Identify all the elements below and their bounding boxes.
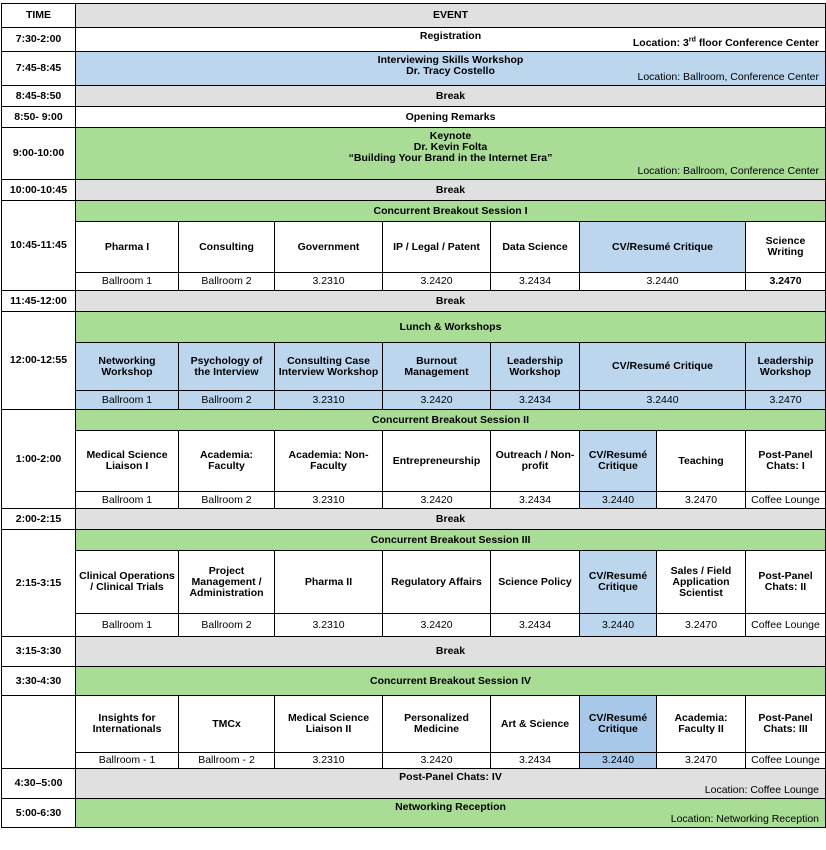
chats-title: Post-Panel Chats: IV: [399, 771, 502, 783]
session-name: Regulatory Affairs: [383, 551, 491, 614]
session-name: Project Management / Administration: [179, 551, 275, 614]
session-name: Entrepreneurship: [383, 431, 491, 492]
room-cell: 3.2440: [580, 753, 657, 769]
time-cell: 10:45-11:45: [2, 201, 76, 291]
session-name: Medical Science Liaison I: [76, 431, 179, 492]
session-name: Science Policy: [491, 551, 580, 614]
registration-row: [2, 28, 826, 52]
registration-location: Location: 3rd floor Conference Center: [632, 36, 820, 49]
time-cell: 12:00-12:55: [2, 312, 76, 410]
session-name: Personalized Medicine: [383, 696, 491, 753]
break-row: [2, 86, 826, 107]
session-title-row: [2, 201, 826, 222]
room-cell: Ballroom - 2: [179, 753, 275, 769]
interviewing-row: [2, 52, 826, 86]
time-cell: 4:30–5:00: [2, 769, 76, 799]
header-row: [2, 4, 826, 28]
chats-cell: [76, 769, 826, 799]
session-name: Government: [275, 222, 383, 273]
room-cell: 3.2420: [383, 273, 491, 291]
room-cell: 3.2310: [275, 614, 383, 637]
break-cell: Break: [76, 509, 826, 530]
time-cell: 5:00-6:30: [2, 799, 76, 828]
room-cell: 3.2434: [491, 391, 580, 410]
room-cell: Ballroom 1: [76, 614, 179, 637]
room-cell: 3.2310: [275, 391, 383, 410]
session-name: CV/Resumé Critique: [580, 696, 657, 753]
room-cell: Ballroom 1: [76, 273, 179, 291]
room-cell: 3.2434: [491, 614, 580, 637]
session-title-row: [2, 530, 826, 551]
session-title-row: [2, 410, 826, 431]
break-row: [2, 291, 826, 312]
agenda-table: [1, 3, 826, 828]
time-cell: 8:50- 9:00: [2, 107, 76, 128]
time-cell: 2:15-3:15: [2, 530, 76, 637]
registration-title: Registration: [419, 30, 482, 42]
session-name: Sales / Field Application Scientist: [657, 551, 746, 614]
session-name: Leadership Workshop: [491, 343, 580, 391]
time-cell: 1:00-2:00: [2, 410, 76, 509]
room-cell: Coffee Lounge: [746, 753, 826, 769]
session-name: Burnout Management: [383, 343, 491, 391]
event-header: EVENT: [76, 4, 826, 28]
opening-row: [2, 107, 826, 128]
room-cell: 3.2420: [383, 753, 491, 769]
opening-remarks-cell: Opening Remarks: [76, 107, 826, 128]
session-name: Networking Workshop: [76, 343, 179, 391]
session-title: Concurrent Breakout Session II: [76, 410, 826, 431]
session-name: Consulting Case Interview Workshop: [275, 343, 383, 391]
session-name: CV/Resumé Critique: [580, 343, 746, 391]
session-name: Consulting: [179, 222, 275, 273]
room-cell: 3.2434: [491, 273, 580, 291]
time-cell: 2:00-2:15: [2, 509, 76, 530]
interviewing-cell: [76, 52, 826, 86]
session-name: CV/Resumé Critique: [580, 551, 657, 614]
session-title-row: [2, 312, 826, 343]
room-cell: 3.2420: [383, 492, 491, 509]
session-name: Science Writing: [746, 222, 826, 273]
time-cell-empty: [2, 696, 76, 769]
session-name: Post-Panel Chats: III: [746, 696, 826, 753]
room-cell: Ballroom 1: [76, 391, 179, 410]
room-cell: 3.2470: [657, 492, 746, 509]
room-cell: Coffee Lounge: [746, 492, 826, 509]
session-name: Post-Panel Chats: II: [746, 551, 826, 614]
time-cell: 8:45-8:50: [2, 86, 76, 107]
session-name: Academia: Faculty: [179, 431, 275, 492]
room-cell: Coffee Lounge: [746, 614, 826, 637]
room-cell: 3.2440: [580, 492, 657, 509]
room-cell: 3.2440: [580, 391, 746, 410]
session-name: Pharma I: [76, 222, 179, 273]
interviewing-title: Interviewing Skills Workshop Dr. Tracy Costello: [377, 54, 524, 77]
session-names-row: [2, 551, 826, 614]
break-cell: Break: [76, 291, 826, 312]
time-cell: 11:45-12:00: [2, 291, 76, 312]
session-name: TMCx: [179, 696, 275, 753]
session-name: CV/Resumé Critique: [580, 222, 746, 273]
registration-cell: [76, 28, 826, 52]
session-name: Pharma II: [275, 551, 383, 614]
time-cell: 3:30-4:30: [2, 667, 76, 696]
break-row: [2, 637, 826, 667]
room-cell: Ballroom 2: [179, 391, 275, 410]
reception-title: Networking Reception: [395, 801, 506, 813]
room-cell: 3.2470: [746, 273, 826, 291]
chats-location: Location: Coffee Lounge: [704, 784, 820, 796]
session-name: Academia: Non-Faculty: [275, 431, 383, 492]
time-cell: 7:45-8:45: [2, 52, 76, 86]
room-cell: 3.2310: [275, 492, 383, 509]
session-name: Clinical Operations / Clinical Trials: [76, 551, 179, 614]
break-cell: Break: [76, 180, 826, 201]
session-names-row: [2, 222, 826, 273]
session-title-row: [2, 667, 826, 696]
session-name: Psychology of the Interview: [179, 343, 275, 391]
session-rooms-row: [2, 492, 826, 509]
session-name: Post-Panel Chats: I: [746, 431, 826, 492]
session-name: IP / Legal / Patent: [383, 222, 491, 273]
session-name: Data Science: [491, 222, 580, 273]
reception-cell: [76, 799, 826, 828]
break-cell: Break: [76, 637, 826, 667]
session-rooms-row: [2, 391, 826, 410]
room-cell: 3.2440: [580, 614, 657, 637]
interviewing-location: Location: Ballroom, Conference Center: [637, 71, 820, 83]
session-name: Leadership Workshop: [746, 343, 826, 391]
session-names-row: [2, 431, 826, 492]
room-cell: 3.2470: [657, 614, 746, 637]
session-title: Concurrent Breakout Session IV: [76, 667, 826, 696]
room-cell: Ballroom 2: [179, 492, 275, 509]
time-cell: 7:30-2:00: [2, 28, 76, 52]
time-cell: 10:00-10:45: [2, 180, 76, 201]
session-title: Concurrent Breakout Session III: [76, 530, 826, 551]
time-cell: 9:00-10:00: [2, 128, 76, 180]
room-cell: 3.2310: [275, 753, 383, 769]
session-name: Teaching: [657, 431, 746, 492]
keynote-row: [2, 128, 826, 180]
session-title: Concurrent Breakout Session I: [76, 201, 826, 222]
room-cell: 3.2310: [275, 273, 383, 291]
room-cell: 3.2440: [580, 273, 746, 291]
session-rooms-row: [2, 273, 826, 291]
time-header: TIME: [2, 4, 76, 28]
session-title: Lunch & Workshops: [76, 312, 826, 343]
time-cell: 3:15-3:30: [2, 637, 76, 667]
room-cell: Ballroom 1: [76, 492, 179, 509]
room-cell: 3.2470: [657, 753, 746, 769]
chats-row: [2, 769, 826, 799]
break-row: [2, 509, 826, 530]
room-cell: 3.2434: [491, 753, 580, 769]
room-cell: 3.2420: [383, 614, 491, 637]
room-cell: 3.2420: [383, 391, 491, 410]
reception-row: [2, 799, 826, 828]
break-row: [2, 180, 826, 201]
session-name: Art & Science: [491, 696, 580, 753]
room-cell: Ballroom 2: [179, 273, 275, 291]
session-rooms-row: [2, 614, 826, 637]
keynote-cell: [76, 128, 826, 180]
reception-location: Location: Networking Reception: [670, 813, 820, 825]
keynote-title: Keynote Dr. Kevin Folta “Building Your Brand in the Internet Era”: [348, 130, 553, 164]
session-name: Medical Science Liaison II: [275, 696, 383, 753]
room-cell: Ballroom 2: [179, 614, 275, 637]
session-rooms-row: [2, 753, 826, 769]
room-cell: Ballroom - 1: [76, 753, 179, 769]
session-name: Insights for Internationals: [76, 696, 179, 753]
session-name: Academia: Faculty II: [657, 696, 746, 753]
session-names-row: [2, 696, 826, 753]
session-name: CV/Resumé Critique: [580, 431, 657, 492]
room-cell: 3.2434: [491, 492, 580, 509]
keynote-location: Location: Ballroom, Conference Center: [637, 165, 820, 177]
break-cell: Break: [76, 86, 826, 107]
room-cell: 3.2470: [746, 391, 826, 410]
session-name: Outreach / Non-profit: [491, 431, 580, 492]
session-names-row: [2, 343, 826, 391]
